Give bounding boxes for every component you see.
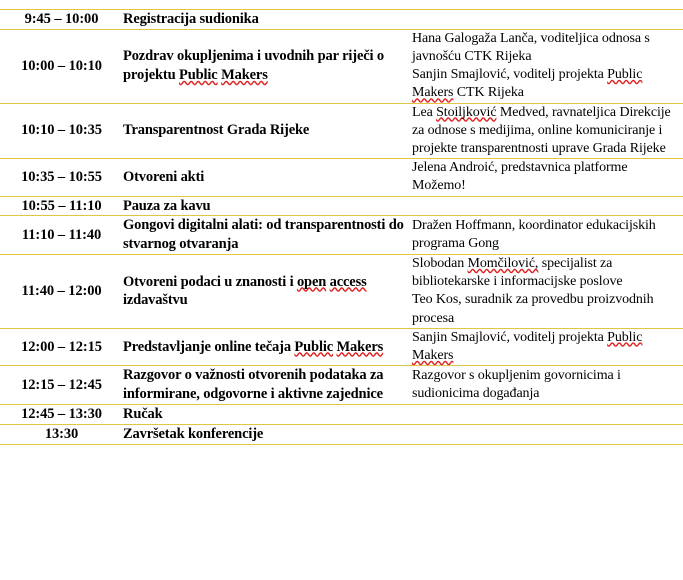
agenda-row-title: Završetak konferencije bbox=[123, 425, 264, 442]
agenda-row-time: 10:10 – 10:35 bbox=[21, 122, 102, 139]
agenda-row bbox=[0, 103, 683, 159]
agenda-row-speaker bbox=[412, 216, 683, 255]
agenda-row-title: Otvoreni akti bbox=[123, 168, 205, 185]
agenda-row-time: 13:30 bbox=[44, 425, 79, 442]
agenda-row-time: 9:45 – 10:00 bbox=[24, 11, 99, 27]
spellcheck-word: open bbox=[296, 273, 327, 290]
speaker-line: Razgovor s okupljenim govornicima i sudionicima događanja bbox=[412, 367, 621, 402]
agenda-row bbox=[0, 216, 683, 255]
agenda-row-speaker bbox=[412, 196, 683, 216]
top-spacer bbox=[0, 0, 683, 9]
agenda-row-speaker bbox=[412, 255, 683, 329]
speaker-line: Jelena Androić, predstavnica platforme Možemo! bbox=[412, 160, 628, 194]
agenda-row-title: Pauza za kavu bbox=[123, 197, 211, 214]
spellcheck-word: Stoiljković bbox=[436, 104, 497, 120]
agenda-row-time: 11:10 – 11:40 bbox=[21, 226, 102, 243]
conference-agenda-table bbox=[0, 9, 683, 445]
spellcheck-word: Public bbox=[607, 329, 643, 345]
spellcheck-word: access bbox=[329, 273, 367, 290]
agenda-row bbox=[0, 366, 683, 405]
agenda-row bbox=[0, 196, 683, 216]
agenda-row-time: 12:15 – 12:45 bbox=[21, 376, 102, 393]
agenda-row bbox=[0, 29, 683, 103]
spellcheck-word: Momčilović, bbox=[467, 256, 539, 272]
agenda-row bbox=[0, 159, 683, 196]
agenda-row bbox=[0, 404, 683, 424]
agenda-row-time: 12:45 – 13:30 bbox=[21, 405, 102, 422]
spellcheck-word: Public bbox=[294, 338, 334, 355]
agenda-row-speaker bbox=[412, 404, 683, 424]
agenda-row-time: 11:40 – 12:00 bbox=[21, 283, 102, 300]
agenda-row-time: 10:55 – 11:10 bbox=[21, 197, 102, 214]
agenda-row-speaker bbox=[412, 366, 683, 405]
agenda-row bbox=[0, 255, 683, 329]
agenda-row-title: Registracija sudionika bbox=[123, 11, 259, 27]
agenda-row-speaker bbox=[412, 328, 683, 365]
agenda-row-title: Ručak bbox=[123, 405, 163, 422]
agenda-row bbox=[0, 424, 683, 444]
spellcheck-word: Public bbox=[179, 67, 218, 84]
spellcheck-word: Makers bbox=[221, 67, 268, 84]
agenda-row-title: Predstavljanje online tečaja Public Makers bbox=[123, 338, 384, 355]
agenda-row-title: Transparentnost Grada Rijeke bbox=[123, 122, 310, 139]
agenda-row-title: Otvoreni podaci u znanosti i open access izdavaštvu bbox=[123, 273, 367, 309]
agenda-row-speaker bbox=[412, 29, 683, 103]
agenda-row bbox=[0, 10, 683, 30]
agenda-row-time: 10:35 – 10:55 bbox=[21, 168, 102, 185]
speaker-line: Sanjin Smajlović, voditelj projekta Public Makers CTK Rijeka bbox=[412, 67, 643, 101]
spellcheck-word: Makers bbox=[336, 338, 384, 355]
spellcheck-word: Public bbox=[607, 67, 643, 83]
spellcheck-word: Makers bbox=[412, 348, 454, 363]
speaker-line: Dražen Hoffmann, koordinator edukacijskih programa Gong bbox=[412, 218, 656, 252]
agenda-row-speaker bbox=[412, 424, 683, 444]
agenda-row-time: 10:00 – 10:10 bbox=[21, 57, 102, 74]
agenda-row-speaker bbox=[412, 10, 683, 30]
spellcheck-word: Makers bbox=[412, 85, 454, 101]
agenda-row-title: Gongovi digitalni alati: od transparentnosti do stvarnog otvaranja bbox=[123, 217, 404, 253]
agenda-row bbox=[0, 328, 683, 365]
agenda-row-speaker bbox=[412, 103, 683, 159]
speaker-line: Hana Galogaža Lanča, voditeljica odnosa s javnošću CTK Rijeka bbox=[412, 30, 650, 65]
speaker-line: Teo Kos, suradnik za provedbu proizvodnih procesa bbox=[412, 292, 654, 326]
speaker-line: Sanjin Smajlović, voditelj projekta Public Makers bbox=[412, 329, 643, 363]
agenda-row-title: Pozdrav okupljenima i uvodnih par riječi o projektu Public Makers bbox=[123, 48, 385, 84]
agenda-row-speaker bbox=[412, 159, 683, 196]
agenda-row-title: Razgovor o važnosti otvorenih podataka za informirane, odgovorne i aktivne zajednice bbox=[123, 367, 384, 403]
agenda-rows-body bbox=[0, 10, 683, 445]
speaker-line: Lea Stoiljković Medved, ravnateljica Direkcije za odnose s medijima, online komuniciranje i projekte transparentnosti uprave Grada Rijeke bbox=[412, 104, 671, 156]
agenda-row-time: 12:00 – 12:15 bbox=[21, 338, 102, 355]
speaker-line: Slobodan Momčilović, specijalist za bibliotekarske i informacijske poslove bbox=[412, 256, 623, 290]
